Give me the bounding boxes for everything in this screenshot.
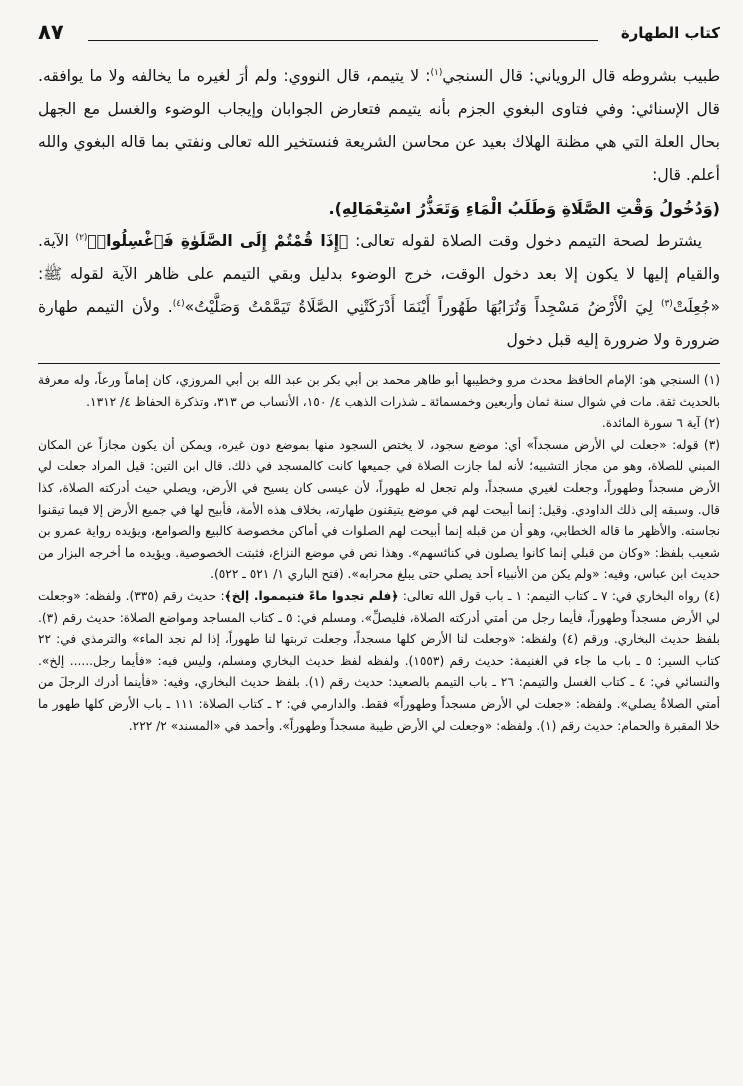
footnote-ref-2[interactable]: (٢) [75,232,88,243]
footnote-1 [38,370,720,413]
footnote-number: (٢) [703,416,720,431]
footnotes [38,370,720,737]
footnote-text-rest: : حديث رقم (٣٣٥). ولفظه: «وجعلت لي الأرض مسجداً وطهوراً، فأيما رجل من أمتي أدركته الصلاة، فليصلِّ». ومسلم في: ٥ ـ كتاب المساجد ومواضع الصلاة: حديث رقم (٣). بلفظ حديث البخاري. ورقم (٤) ولفظه: «وجعلت لنا الأرض كلها مسجداً، وجعلت تربتها لنا طهوراً، إذا لم نجد الماء» والترمذي في: ٢٢ كتاب السير: ٥ ـ باب ما جاء في الغنيمة: حديث رقم (١٥٥٣). ولفظه لفظ حديث البخاري ومسلم، وليس فيه: «فأيما رجل...... إلخ». والنسائي في: ٤ ـ كتاب الغسل والتيمم: ٢٦ ـ باب التيمم بالصعيد: حديث رقم (١). بلفظ حديث البخاري، وفيه: «فأينما أدرك الرجلَ من أمتي الصلاةُ يصلي». ولفظه: «جعلت لي الأرض مسجداً وطهوراً» فقط. والدارمي في: ٢ ـ كتاب الصلاة: ١١١ ـ باب الأرض كلها طهور ما خلا المقبرة والحمام: حديث رقم (١). ولفظه: «وجعلت لي الأرض طيبة مسجداً وطهوراً». وأحمد في «المسند» ٢/ ٢٢٢. [38,588,721,733]
page-number: ٨٧ [38,20,64,44]
paragraph-2-start: يشترط لصحة التيمم دخول وقت الصلاة لقوله تعالى: [348,232,702,250]
footnote-text: السنجي هو: الإمام الحافظ محدث مرو وخطيبها أبو طاهر محمد بن أبي بكر بن عبد الله بن أبي المروزي، كان إماماً ورعاً، وله معرفة بالحديث ثقة. مات في شوال سنة ثمان وأربعين وخمسمائة ـ شذرات الذهب ٤/ ١٥٠، الأنساب ص ٣١٣، وتذكرة الحفاظ ٤/ ١٣١٢. [38,373,720,409]
footnote-number: (٤) [703,588,721,603]
footnote-3 [38,435,720,586]
page-header [38,20,720,54]
footnote-2 [38,413,720,435]
paragraph-1-start: طبيب بشروطه قال الروياني: قال السنجي [442,67,720,85]
footnote-number: (٣) [703,437,720,452]
footnote-ref-1[interactable]: (١) [430,67,443,78]
footnote-verse: ﴿فلم تجدوا ماءً فتيمموا. إلخ﴾ [224,588,399,603]
paragraph-2-end: . ولأن التيمم طهارة ضرورة ولا ضرورة إليه قبل دخول [38,298,720,349]
quran-verse: ﴿إِذَا قُمْتُمْ إِلَى الصَّلَوٰةِ فَٱغْسِلُوا۟﴾ [87,232,349,250]
paragraph-2-middle: الآية. والقيام إليها لا يكون إلا بعد دخول الوقت، خرج الوضوء بدليل وبقي التيمم على ظاهر الآية لقوله ﷺ: [38,232,720,283]
hadith-rest: لِيَ الْأَرْضُ مَسْجِداً وَتُرَابُهَا طَهُوراً أَيْنَمَا أَدْرَكَتْنِي الصَّلَاةُ تَيَمَّمْتُ وَصَلَّيْتُ» [184,298,661,316]
footnote-ref-4[interactable]: (٤) [172,298,185,309]
matn-quote: (وَدُخُولُ وَقْتِ الصَّلَاةِ وَطَلَبُ الْمَاءِ وَتَعَذُّرُ اسْتِعْمَالِهِ). [328,199,720,218]
footnote-ref-3[interactable]: (٣) [660,298,673,309]
footnote-number: (١) [703,373,720,387]
footnote-text: قوله: «جعلت لي الأرض مسجداً» أي: موضع سجود، لا يختص السجود منها بموضع دون غيره، ويمكن أن يكون مجازاً عن المكان المبني للصلاة، وهو من مجاز التشبيه؛ لأنه لما جازت الصلاة في جميعها كانت كالمسجد في ذلك. قال ابن التين: قيل المراد جعلت لي الأرض مسجداً وطهوراً، وجعلت لغيري مسجداً، ولم تجعل له طهوراً، لأن عيسى كان يسيح في الأرض، ويصلي حيث أدركته الصلاة، كذا قال. وسبقه إلى ذلك الداودي. وقيل: إنما أبيحت لهم في موضع يتيقنون طهارته، بخلاف هذه الأمة، فأبيح لها في جميع الأرض إلا فيما تيقنوا نجاسته. والأظهر ما قاله الخطابي، وهو أن من قبله إنما أبيحت لهم الصلوات في أماكن مخصوصة كالبيع والصوامع، ويؤيده رواية عمرو بن شعيب بلفظ: «وكان من قبلي إنما كانوا يصلون في كنائسهم». وهذا نص في موضع النزاع، فثبتت الخصوصية. ويؤيده ما أخرجه البزار من حديث ابن عباس، وفيه: «ولم يكن من الأنبياء أحد يصلي حتى يبلغ محرابه». (فتح الباري ١/ ٥٢١ ـ ٥٢٢). [38,437,720,582]
paragraph-2 [38,225,720,357]
paragraph-1-rest: : لا يتيمم، قال النووي: ولم أرَ لغيره ما يخالفه ولا ما يوافقه. قال الإسنائي: وفي فتاوى البغوي الجزم بأنه يتيمم فتعارض الجوابان وإيجاب الوضوء والغسل مع الجهل بحال العلة التي هي مظنة الهلاك بعيد عن محاسن الشريعة فنستخير الله تعالى ونفتي بما قاله البغوي والله أعلم. قال: [38,67,720,184]
running-title: كتاب الطهارة [620,24,720,42]
footnote-text-start: رواه البخاري في: ٧ ـ كتاب التيمم: ١ ـ باب قول الله تعالى: [398,588,700,603]
main-text [38,60,720,357]
paragraph-1 [38,60,720,192]
header-rule [88,40,598,41]
footnote-4 [38,586,720,737]
hadith-start: «جُعِلَتْ [672,298,720,316]
footnote-text: آية ٦ سورة المائدة. [601,416,701,431]
book-page [38,20,720,1060]
footnote-separator [38,363,720,364]
